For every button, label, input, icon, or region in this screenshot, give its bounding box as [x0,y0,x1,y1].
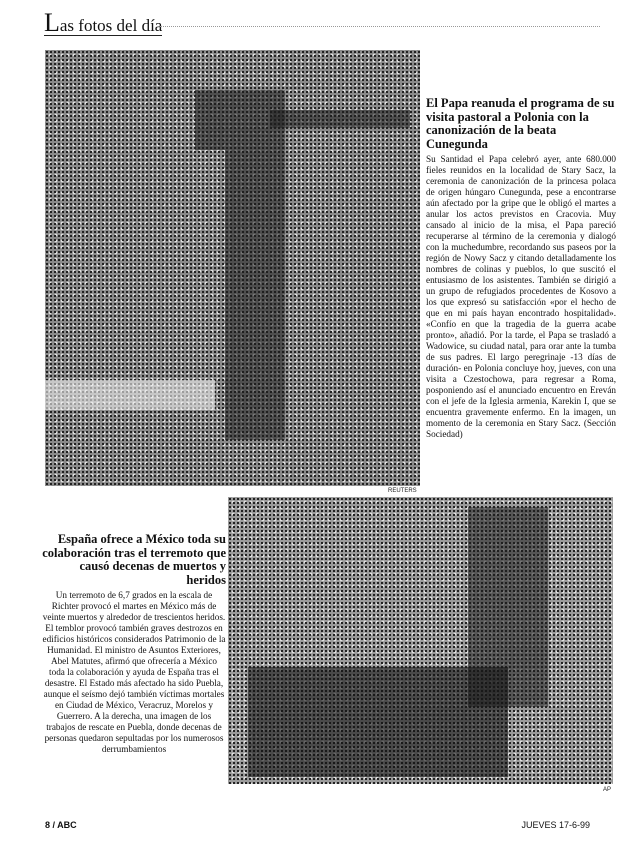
pope-headline: El Papa reanuda el programa de su visita pastoral a Polonia con la canonización de la beata Cunegunda [426,96,615,151]
pope-article [426,97,616,440]
mexico-headline: España ofrece a México toda su colaboración tras el terremoto que causó decenas de muertos y heridos [42,532,226,587]
photo-crossbar [270,110,410,128]
pope-body: Su Santidad el Papa celebró ayer, ante 680.000 fieles reunidos en la localidad de Stary Sacz, la ceremonia de canonización de la princesa polaca de origen húngaro Cunegunda, pese a encontrarse aún afectado por la gripe que le obligó el martes a anular los actos previstos en Cracovia. Muy cansado al inicio de la misa, el Papa pareció recuperarse al término de la ceremonia y dialogó con la muchedumbre, recordando sus paseos por la región de Nowy Sacz y citando detalladamente los nombres de colinas y pueblos, lo que suscitó el entusiasmo de los asistentes. También se dirigió a un grupo de refugiados procedentes de Kosovo a los que expresó su satisfacción «por el hecho de que en mi país hayan encontrado hospitalidad». «Confío en que la tragedia de la guerra acabe pronto», añadió. Por la tarde, el Papa se trasladó a Wadowice, su ciudad natal, para orar ante la tumba de sus padres. El largo peregrinaje -13 días de duración- en Polonia concluye hoy, jueves, con una visita a Czestochowa, para regresar a Roma, posponiendo así el anunciado encuentro en Ereván con el jefe de la Iglesia armenia, Karekin I, que se encuentra gravemente enfermo. En la imagen, un momento de la ceremonia en Stary Sacz. (Sección Sociedad) [426,154,616,439]
photo-table [45,380,215,410]
issue-date: JUEVES 17-6-99 [521,820,590,830]
section-title-text: as fotos del día [59,16,163,35]
photo-figure-body [225,150,285,440]
header-rule [160,26,600,27]
pope-ceremony-photo [45,50,420,486]
photo-credit-pope: REUTERS [388,488,417,494]
photo-credit-mexico: AP [603,787,612,793]
section-title [44,8,163,37]
photo-rubble [248,667,508,777]
drop-letter: L [44,8,60,37]
mexico-article [42,533,226,755]
page-number: 8 / ABC [45,820,77,830]
mexico-body: Un terremoto de 6,7 grados en la escala de Richter provocó el martes en México más de veinte muertos y alrededor de trescientos heridos. El temblor provocó también graves destrozos en edificios históricos considerados Patrimonio de la Humanidad. El ministro de Asuntos Exteriores, Abel Matutes, afirmó que ofrecería a México toda la colaboración y ayuda de España tras el desastre. El Estado más afectado ha sido Puebla, aunque el seísmo dejó también víctimas mortales en Ciudad de México, Veracruz, Morelos y Guerrero. A la derecha, una imagen de los trabajos de rescate en Puebla, donde decenas de personas quedaron sepultadas por los numerosos derrumbamientos [42,590,226,754]
mexico-rescue-photo [228,497,613,784]
